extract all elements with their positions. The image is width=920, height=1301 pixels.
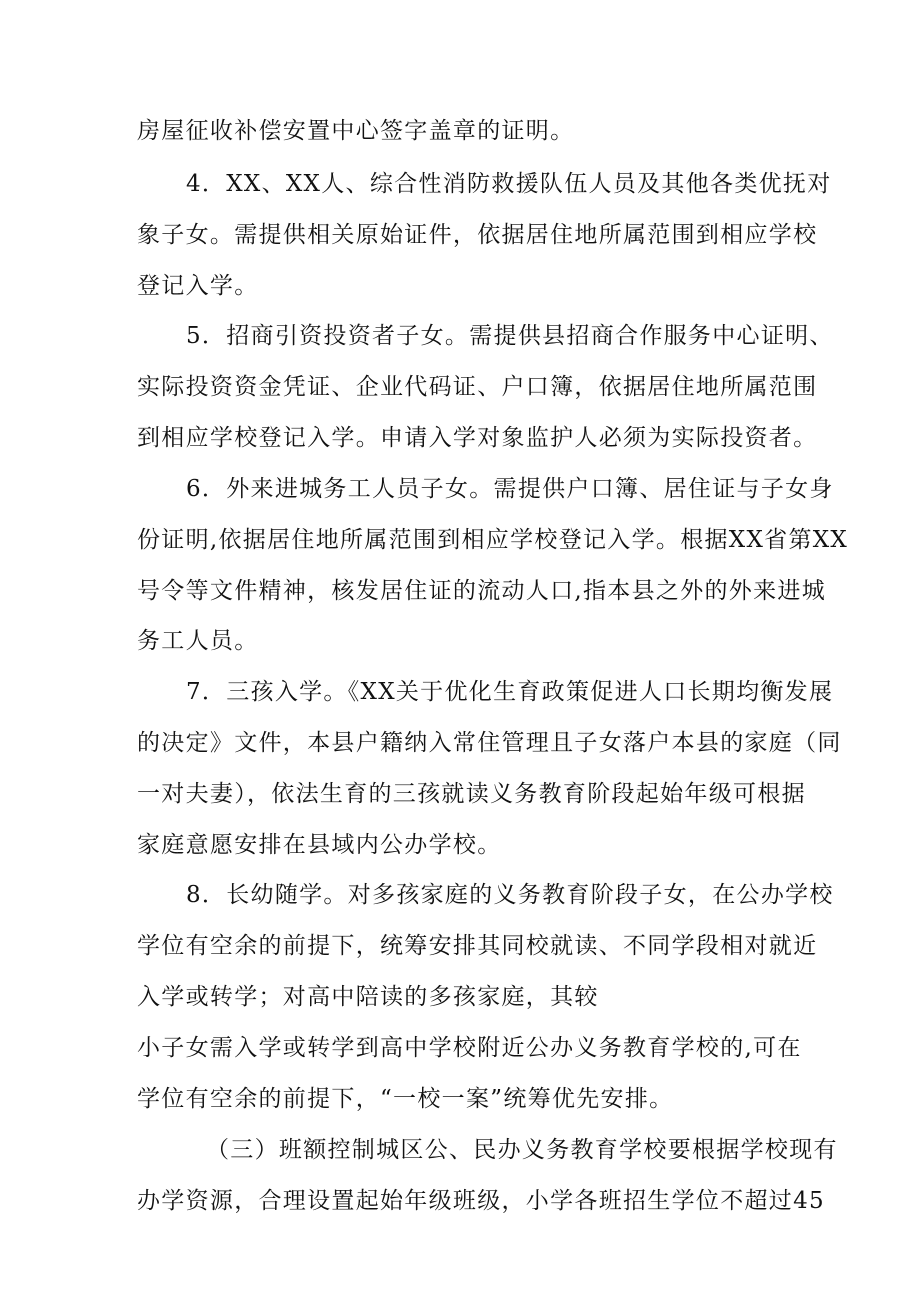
text-line: 的决定》文件，本县户籍纳入常住管理且子女落户本县的家庭（同 bbox=[137, 730, 842, 756]
text-line: 号令等文件精神，核发居住证的流动人口,指本县之外的外来进城 bbox=[137, 578, 827, 604]
text-line: 小子女需入学或转学到高中学校附近公办义务教育学校的,可在 bbox=[137, 1035, 802, 1061]
text-line: 房屋征收补偿安置中心签字盖章的证明。 bbox=[137, 118, 575, 144]
text-line: 登记入学。 bbox=[137, 273, 259, 299]
text-line: 6．外来进城务工人员子女。需提供户口簿、居住证与子女身 bbox=[186, 476, 834, 502]
text-line: （三）班额控制城区公、民办义务教育学校要根据学校现有 bbox=[206, 1137, 838, 1163]
text-line: 学位有空余的前提下，“一校一案”统筹优先安排。 bbox=[137, 1086, 674, 1112]
text-line: 家庭意愿安排在县域内公办学校。 bbox=[137, 832, 502, 858]
text-line: 一对夫妻），依法生育的三孩就读义务教育阶段起始年级可根据 bbox=[137, 781, 806, 807]
text-line: 实际投资资金凭证、企业代码证、户口簿，依据居住地所属范围 bbox=[137, 374, 818, 400]
text-line: 7．三孩入学。《XX关于优化生育政策促进人口长期均衡发展 bbox=[186, 679, 834, 705]
text-line: 入学或转学；对高中陪读的多孩家庭，其较 bbox=[137, 984, 599, 1010]
text-line: 4．XX、XX人、综合性消防救援队伍人员及其他各类优抚对 bbox=[186, 171, 832, 197]
text-line: 象子女。需提供相关原始证件，依据居住地所属范围到相应学校 bbox=[137, 222, 818, 248]
text-line: 务工人员。 bbox=[137, 628, 259, 654]
text-line: 到相应学校登记入学。申请入学对象监护人必须为实际投资者。 bbox=[137, 425, 818, 451]
text-line: 5．招商引资投资者子女。需提供县招商合作服务中心证明、 bbox=[186, 323, 834, 349]
text-line: 份证明,依据居住地所属范围到相应学校登记入学。根据XX省第XX bbox=[137, 527, 849, 553]
text-line: 学位有空余的前提下，统筹安排其同校就读、不同学段相对就近 bbox=[137, 933, 818, 959]
text-line: 办学资源，合理设置起始年级班级，小学各班招生学位不超过45 bbox=[137, 1188, 825, 1214]
text-line: 8．长幼随学。对多孩家庭的义务教育阶段子女，在公办学校 bbox=[186, 882, 834, 908]
